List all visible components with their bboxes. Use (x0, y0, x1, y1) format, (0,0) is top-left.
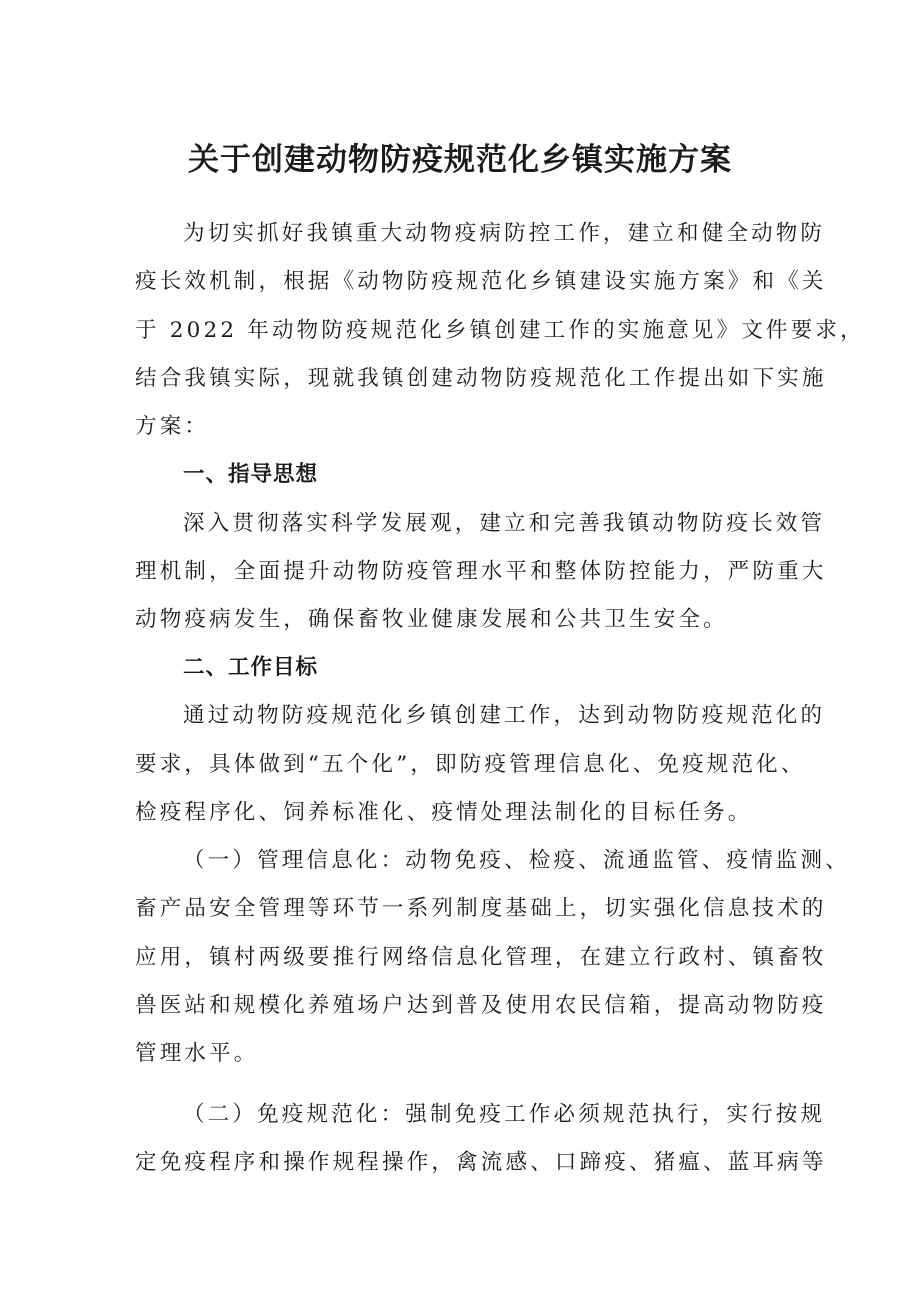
section-1-heading: 一、指导思想 (183, 462, 319, 487)
intro-line-4: 结合我镇实际，现就我镇创建动物防疫规范化工作提出如下实施 (135, 366, 827, 391)
document-title: 关于创建动物防疫规范化乡镇实施方案 (188, 142, 732, 178)
intro-line-5: 方案： (135, 414, 210, 439)
intro-line-3: 于 2022 年动物防疫规范化乡镇创建工作的实施意见》文件要求， (135, 318, 865, 343)
section-2-heading: 二、工作目标 (183, 655, 319, 680)
section-1-line-1: 深入贯彻落实科学发展观，建立和完善我镇动物防疫长效管 (183, 511, 826, 536)
section-1-line-2: 理机制，全面提升动物防疫管理水平和整体防控能力，严防重大 (135, 559, 827, 584)
item-2-line-1: （二）免疫规范化：强制免疫工作必须规范执行，实行按规 (183, 1102, 826, 1127)
section-1-line-3: 动物疫病发生，确保畜牧业健康发展和公共卫生安全。 (135, 607, 728, 632)
item-1-line-2: 畜产品安全管理等环节一系列制度基础上，切实强化信息技术的 (135, 896, 827, 921)
item-1-line-3: 应用，镇村两级要推行网络信息化管理，在建立行政村、镇畜牧 (135, 945, 827, 970)
section-2-line-3: 检疫程序化、饲养标准化、疫情处理法制化的目标任务。 (135, 800, 753, 825)
item-1-line-5: 管理水平。 (135, 1041, 259, 1066)
intro-line-1: 为切实抓好我镇重大动物疫病防控工作，建立和健全动物防 (183, 221, 826, 246)
item-2-line-2: 定免疫程序和操作规程操作，禽流感、口蹄疫、猪瘟、蓝耳病等 (135, 1150, 827, 1175)
item-1-line-1: （一）管理信息化：动物免疫、检疫、流通监管、疫情监测、 (183, 848, 850, 873)
section-2-line-1: 通过动物防疫规范化乡镇创建工作，达到动物防疫规范化的 (183, 703, 826, 728)
intro-line-2: 疫长效机制，根据《动物防疫规范化乡镇建设实施方案》和《关 (135, 269, 827, 294)
section-2-line-2: 要求，具体做到“五个化”，即防疫管理信息化、免疫规范化、 (135, 752, 806, 777)
item-1-line-4: 兽医站和规模化养殖场户达到普及使用农民信箱，提高动物防疫 (135, 993, 827, 1018)
